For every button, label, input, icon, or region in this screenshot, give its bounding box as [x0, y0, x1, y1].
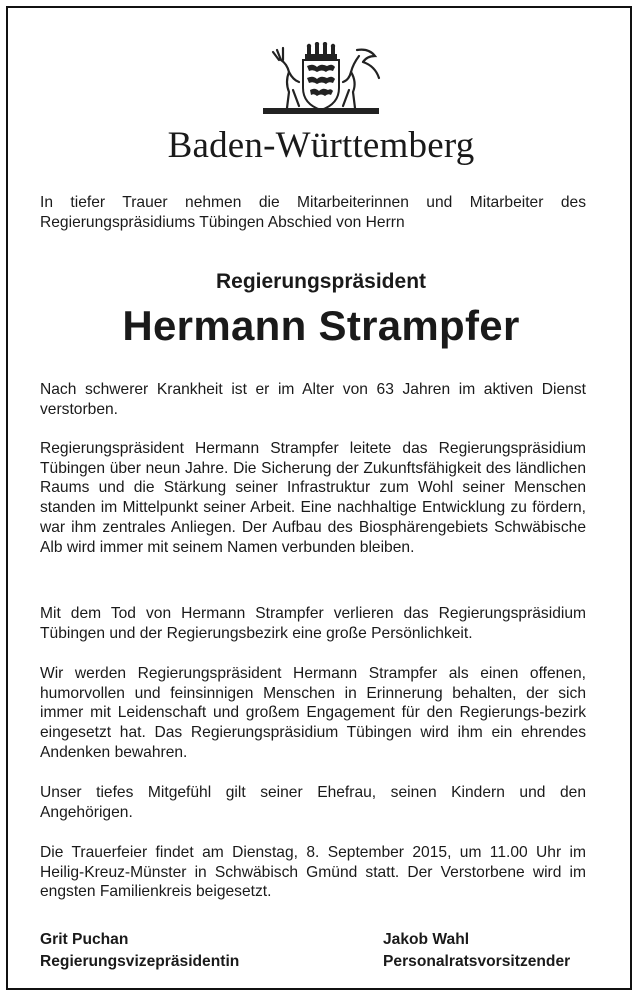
- paragraph-death-notice: Nach schwerer Krankheit ist er im Alter von 63 Jahren im aktiven Dienst verstorben.: [40, 381, 586, 418]
- signature-right: [383, 929, 570, 972]
- signature-left: [40, 929, 239, 972]
- paragraph-career: Regierungspräsident Hermann Strampfer leitete das Regierungspräsidium Tübingen über neun Jahre. Die Sicherung der Zukunftsfähigkeit des ländlichen Raums und die Stärkung seiner Infrastruktur zum Wohl seiner Menschen standen im Mittelpunkt seiner Arbeit. Eine nachhaltige Entwicklung zu fördern, war ihm zentrales Anliegen. Der Aufbau des Biosphärengebiets Schwäbische Alb wird immer mit seinem Namen verbunden bleiben.: [40, 440, 586, 556]
- intro-paragraph: In tiefer Trauer nehmen die Mitarbeiterinnen und Mitarbeiter des Regierungspräsidiums Tübingen Abschied von Herrn: [40, 194, 586, 231]
- signature-name: Grit Puchan: [40, 931, 129, 948]
- paragraph-funeral: Die Trauerfeier findet am Dienstag, 8. September 2015, um 11.00 Uhr im Heilig-Kreuz-Münster in Schwäbisch Gmünd statt. Der Verstorbene wird im engsten Familienkreis beigesetzt.: [40, 844, 586, 901]
- paragraph-loss: Mit dem Tod von Hermann Strampfer verlieren das Regierungspräsidium Tübingen und der Regierungsbezirk eine große Persönlichkeit.: [40, 605, 586, 642]
- deceased-office-title: Regierungspräsident: [215, 270, 427, 293]
- deceased-name: Hermann Strampfer: [122, 302, 520, 349]
- paragraph-condolences: Unser tiefes Mitgefühl gilt seiner Ehefrau, seinen Kindern und den Angehörigen.: [40, 784, 586, 821]
- signature-role: Personalratsvorsitzender: [383, 952, 571, 970]
- coat-of-arms-icon: [259, 42, 383, 116]
- state-name-wordmark: Baden-Württemberg: [167, 125, 475, 166]
- paragraph-remembrance: Wir werden Regierungspräsident Hermann Strampfer als einen offenen, humorvollen und feinsinnigen Menschen in Erinnerung behalten, der sich immer mit Leidenschaft und großem Engagement für den Regierungs-bezirk eingesetzt hat. Das Regierungspräsidium Tübingen wird ihm ein ehrendes Andenken bewahren.: [40, 665, 586, 761]
- signature-name: Jakob Wahl: [383, 931, 470, 948]
- signature-role: Regierungsvizepräsidentin: [40, 952, 240, 970]
